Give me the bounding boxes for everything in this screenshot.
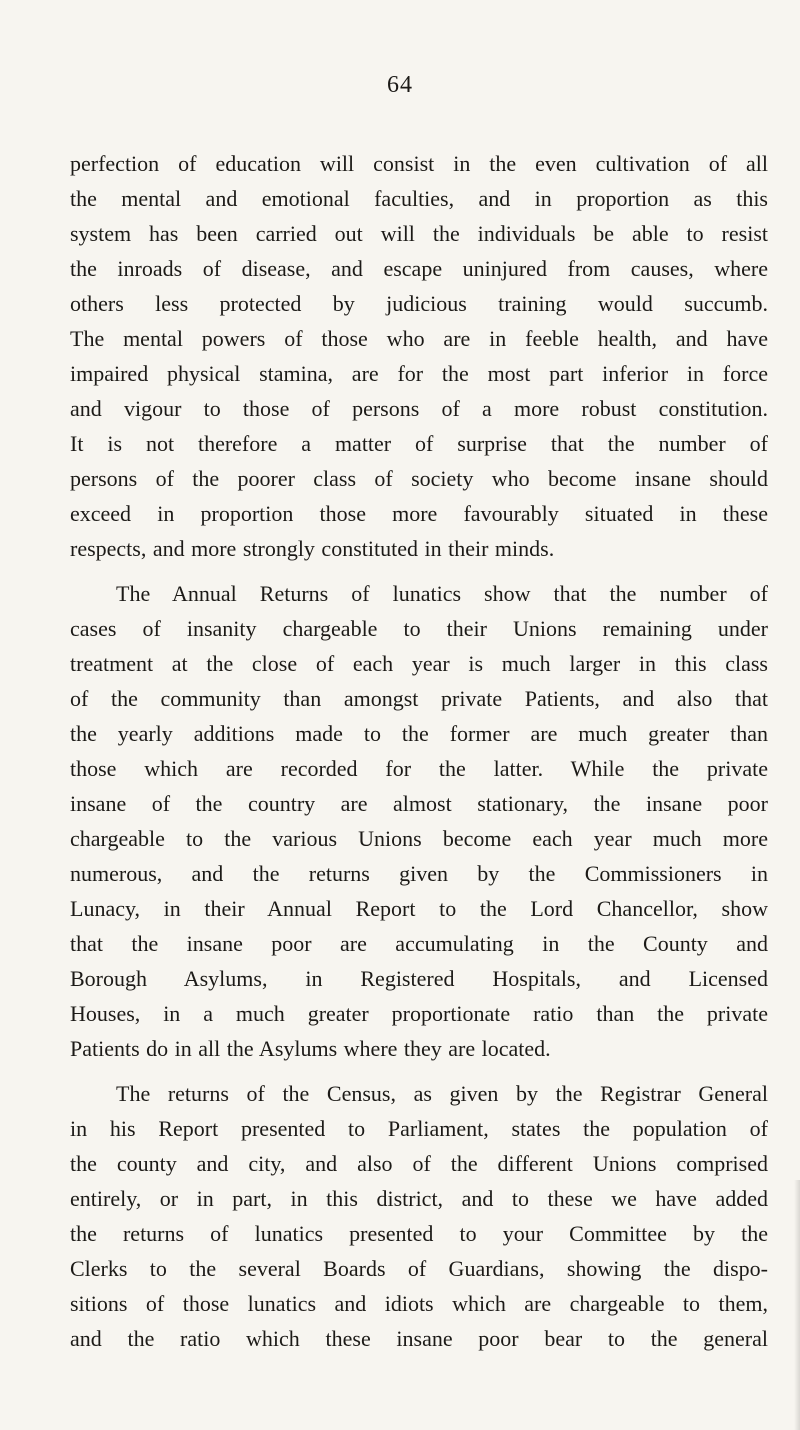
text-line: It is not therefore a matter of surprise that the number of — [70, 431, 768, 456]
text-line: that the insane poor are accumulating in the County and — [70, 931, 768, 956]
text-line: Patients do in all the Asylums where they are located. — [70, 1036, 551, 1061]
paragraph-2 — [70, 576, 768, 1066]
text-line: the returns of lunatics presented to your Committee by the — [70, 1221, 768, 1246]
text-line: treatment at the close of each year is much larger in this class — [70, 651, 768, 676]
text-line: respects, and more strongly constituted in their minds. — [70, 536, 555, 561]
text-line: The mental powers of those who are in feeble health, and have — [70, 326, 768, 351]
text-line: Houses, in a much greater proportionate ratio than the private — [70, 1001, 768, 1026]
text-line: others less protected by judicious training would succumb. — [70, 291, 768, 316]
page-edge-shadow — [794, 1180, 800, 1430]
text-line: the inroads of disease, and escape uninjured from causes, where — [70, 256, 768, 281]
text-line: exceed in proportion those more favourably situated in these — [70, 501, 768, 526]
text-line: and vigour to those of persons of a more robust constitution. — [70, 396, 768, 421]
text-line: impaired physical stamina, are for the most part inferior in force — [70, 361, 768, 386]
text-line: in his Report presented to Parliament, states the population of — [70, 1116, 768, 1141]
text-line: insane of the country are almost stationary, the insane poor — [70, 791, 768, 816]
text-line: Clerks to the several Boards of Guardians, showing the dispo- — [70, 1256, 768, 1281]
text-line: of the community than amongst private Patients, and also that — [70, 686, 768, 711]
text-line: perfection of education will consist in the even cultivation of all — [70, 151, 768, 176]
body-text — [70, 146, 768, 1366]
text-line: and the ratio which these insane poor bear to the general — [70, 1326, 768, 1351]
text-line: The returns of the Census, as given by the Registrar General — [116, 1081, 768, 1106]
text-line: the mental and emotional faculties, and in proportion as this — [70, 186, 768, 211]
text-line: numerous, and the returns given by the Commissioners in — [70, 861, 768, 886]
text-line: The Annual Returns of lunatics show that the number of — [116, 581, 768, 606]
text-line: the yearly additions made to the former are much greater than — [70, 721, 768, 746]
text-line: sitions of those lunatics and idiots which are chargeable to them, — [70, 1291, 768, 1316]
text-line: those which are recorded for the latter. While the private — [70, 756, 768, 781]
paragraph-1 — [70, 146, 768, 566]
text-line: persons of the poorer class of society who become insane should — [70, 466, 768, 491]
text-line: Lunacy, in their Annual Report to the Lord Chancellor, show — [70, 896, 768, 921]
text-line: system has been carried out will the individuals be able to resist — [70, 221, 768, 246]
text-line: chargeable to the various Unions become each year much more — [70, 826, 768, 851]
paragraph-3 — [70, 1076, 768, 1356]
text-line: cases of insanity chargeable to their Unions remaining under — [70, 616, 768, 641]
text-line: entirely, or in part, in this district, and to these we have added — [70, 1186, 768, 1211]
page-number: 64 — [387, 72, 413, 98]
text-line: Borough Asylums, in Registered Hospitals, and Licensed — [70, 966, 768, 991]
text-line: the county and city, and also of the different Unions comprised — [70, 1151, 768, 1176]
